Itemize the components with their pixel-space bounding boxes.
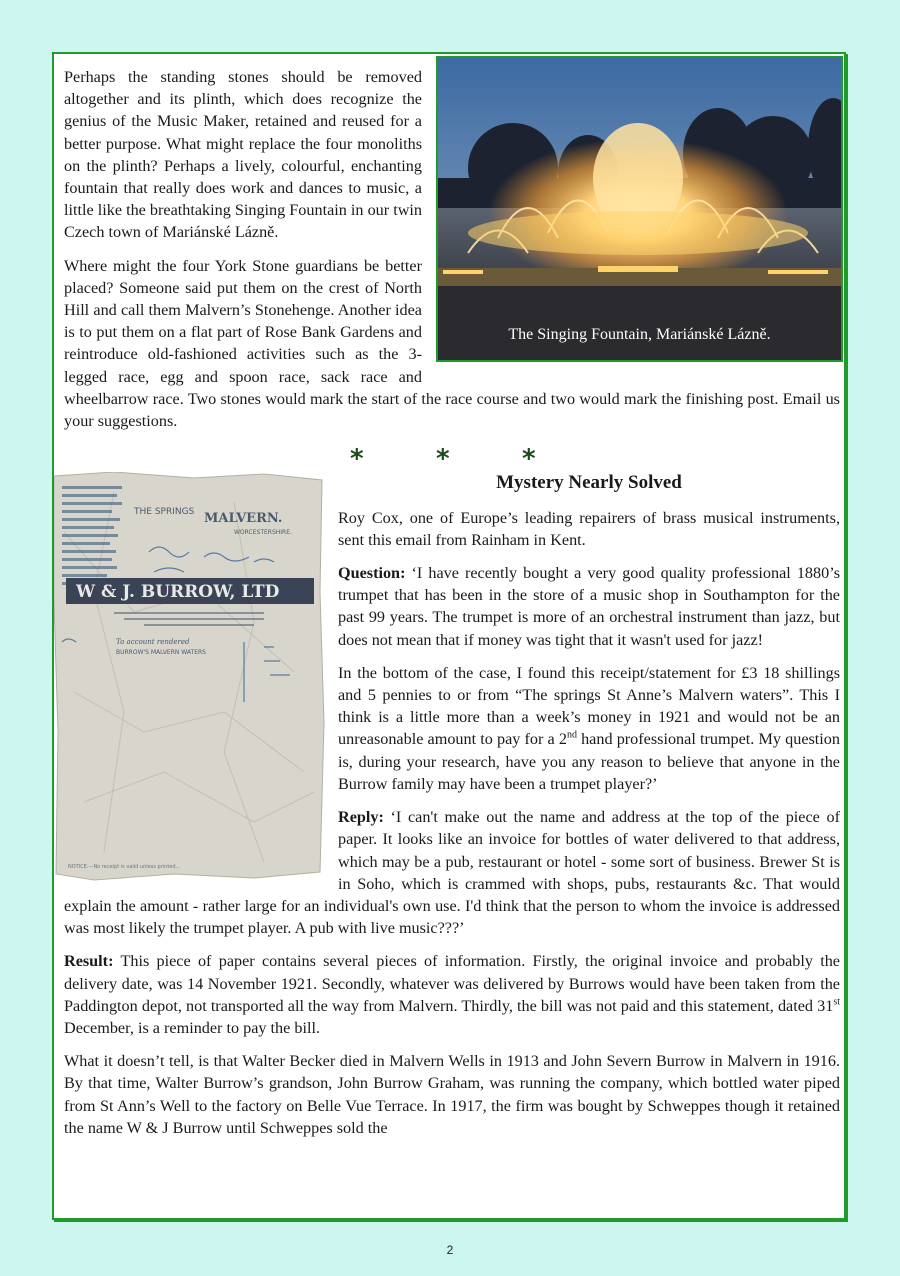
page-frame bbox=[52, 52, 846, 1220]
result-text-a: This piece of paper contains several pieces of information. Firstly, the original invoice and probably the delivery date, was 14 November 1921. Secondly, whatever was delivered by Burrows would have been taken from the Paddington depot, not transported all the way from Malvern. Thirdly, the bill was not paid and this statement, dated 31 bbox=[64, 952, 840, 1015]
article-title: Mystery Nearly Solved bbox=[496, 472, 682, 494]
reply-label: Reply: bbox=[338, 808, 384, 827]
result-superscript: st bbox=[833, 996, 840, 1008]
intro-paragraph-2: Where might the four York Stone guardians be better placed? Someone said put them on the crest of North Hill and call them Malvern’s Stonehenge. Another idea is to put them on a flat part of Rose Bank Gardens and reintroduce old-fashioned activities such as the 3-legged race, egg and spoon race, sack race and wheelbarrow race. Two stones would mark the start of the race course and two would mark the finishing post. Email us your suggestions. bbox=[64, 256, 840, 431]
question-text: ‘I have recently bought a very good quality professional 1880’s trumpet that has been in the store of a music shop in Southampton for the past 99 years. The trumpet is more of an orchestral instrument than jazz, but does not mean that if money was tight that it wasn't used for jazz! bbox=[338, 564, 840, 649]
receipt-town: MALVERN. bbox=[204, 511, 283, 527]
divider-star: * bbox=[350, 444, 364, 475]
photo-caption: The Singing Fountain, Mariánské Lázně. bbox=[508, 325, 771, 343]
receipt-county: WORCESTERSHIRE. bbox=[234, 529, 292, 537]
case-text-b: hand professional trumpet. My question is, during your research, have you any reason to believe that anyone in the Burrow family may have been a trumpet player?’ bbox=[338, 730, 840, 793]
receipt-account-line: To account rendered bbox=[116, 638, 190, 647]
section-divider bbox=[64, 444, 840, 475]
case-text-a: In the bottom of the case, I found this receipt/statement for £3 18 shillings and 5 pennies to or from “The springs St Anne’s Malvern waters”. This I think is a little more than a week’s money in 1921 and would not be an unreasonable amount to pay for a 2 bbox=[338, 663, 840, 749]
receipt-waters-line: BURROW'S MALVERN WATERS bbox=[116, 649, 206, 657]
article-intro: Roy Cox, one of Europe’s leading repairers of brass musical instruments, sent this email from Rainham in Kent. bbox=[338, 508, 840, 549]
receipt-image bbox=[54, 472, 326, 882]
fountain-photo bbox=[436, 56, 843, 362]
intro-paragraph-1: Perhaps the standing stones should be removed altogether and its plinth, which does recognize the genius of the Music Maker, retained and reused for a better purpose. What might replace the four monoliths on the plinth? Perhaps a lively, colourful, enchanting fountain that really does work and dances to music, a little like the breathtaking Singing Fountain in our twin Czech town of Mariánské Lázně. bbox=[64, 68, 422, 242]
result-paragraph bbox=[64, 950, 840, 1039]
divider-star: * bbox=[522, 444, 536, 475]
final-paragraph: What it doesn’t tell, is that Walter Becker died in Malvern Wells in 1913 and John Severn Burrow in Malvern in 1916. By that time, Walter Burrow’s grandson, John Burrow Graham, was running the company, which bottled water piped from St Ann’s Well to the factory on Belle Vue Terrace. In 1917, the firm was bought by Schweppes though it retained the name W & J Burrow until Schweppes sold the bbox=[64, 1052, 840, 1137]
fountain-image bbox=[438, 58, 841, 360]
page-number: 2 bbox=[446, 1243, 454, 1257]
receipt-firm: W & J. BURROW, LTD bbox=[76, 582, 280, 603]
receipt-header: THE SPRINGS bbox=[134, 507, 195, 518]
reply-text: ‘I can't make out the name and address at the top of the piece of paper. It looks like an invoice for bottles of water delivered to that address, which may be a pub, restaurant or hotel - some sort of business. Brewer St is in Soho, which is crammed with shops, pubs, restaurants &c. That would explain the amount - rather large for an individual's own use. I'd think that the person to whom the invoice is addressed was most likely the trumpet player. A pub with live music???’ bbox=[64, 808, 840, 938]
content-column bbox=[64, 66, 840, 1150]
question-label: Question: bbox=[338, 564, 406, 583]
result-text-b: December, is a reminder to pay the bill. bbox=[64, 1018, 321, 1037]
case-superscript: nd bbox=[566, 730, 577, 742]
receipt-scan bbox=[54, 472, 326, 882]
result-label: Result: bbox=[64, 952, 114, 971]
divider-star: * bbox=[436, 444, 450, 475]
receipt-notice: NOTICE.—No receipt is valid unless printed... bbox=[68, 864, 181, 871]
